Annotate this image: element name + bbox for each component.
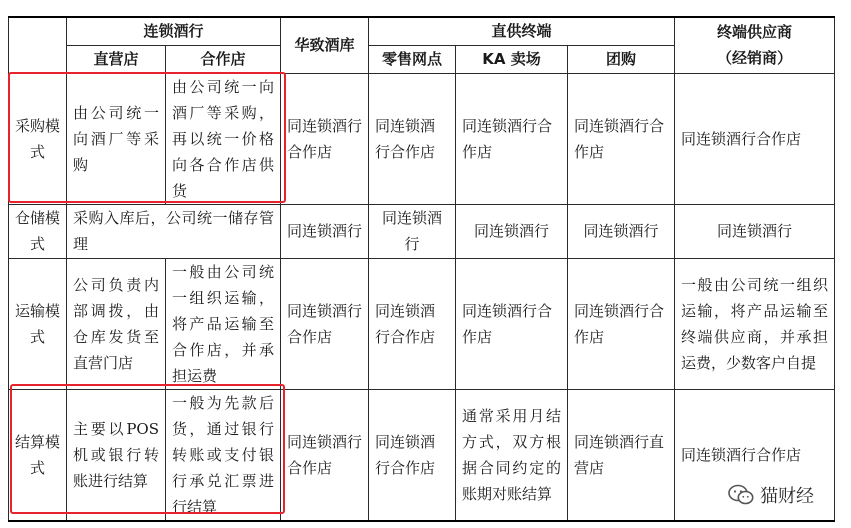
- header-group: 团购: [568, 45, 675, 73]
- cell-settlement-retail: 同连锁酒行合作店: [369, 389, 456, 521]
- row-label-settlement: 结算模式: [9, 389, 67, 521]
- row-label-storage: 仓储模式: [9, 204, 67, 258]
- cell-purchase-group: 同连锁酒行合作店: [568, 73, 675, 204]
- cell-storage-huazhi: 同连锁酒行: [281, 204, 369, 258]
- header-supplier-title: 终端供应商: [717, 23, 793, 42]
- cell-purchase-direct: 由公司统一向酒厂等采购: [67, 73, 166, 204]
- cell-transport-ka: 同连锁酒行合作店: [456, 258, 568, 389]
- cell-purchase-supplier: 同连锁酒行合作店: [675, 73, 835, 204]
- cell-settlement-huazhi: 同连锁酒行合作店: [281, 389, 369, 521]
- cell-storage-retail: 同连锁酒行: [369, 204, 456, 258]
- cell-purchase-ka: 同连锁酒行合作店: [456, 73, 568, 204]
- channel-model-table: [8, 16, 835, 522]
- row-settlement: [9, 389, 835, 521]
- cell-settlement-partner: 一般为先款后货，通过银行转账或支付银行承兑汇票进行结算: [166, 389, 281, 521]
- header-direct-terminal: 直供终端: [369, 17, 675, 45]
- watermark-text: 猫财经: [760, 486, 814, 507]
- cell-settlement-ka: 通常采用月结方式，双方根据合同约定的账期对账结算: [456, 389, 568, 521]
- cell-storage-ka: 同连锁酒行: [456, 204, 568, 258]
- row-purchase: [9, 73, 835, 204]
- header-ka: KA 卖场: [456, 45, 568, 73]
- row-storage: [9, 204, 835, 258]
- row-transport: [9, 258, 835, 389]
- header-partner-store: 合作店: [166, 45, 281, 73]
- corner-cell: [9, 17, 67, 73]
- header-row-1: [9, 17, 835, 45]
- cell-storage-group: 同连锁酒行: [568, 204, 675, 258]
- header-chain-store: 连锁酒行: [67, 17, 281, 45]
- wechat-icon: [728, 484, 754, 506]
- cell-settlement-direct: 主要以POS 机或银行转账进行结算: [67, 389, 166, 521]
- cell-transport-group: 同连锁酒行合作店: [568, 258, 675, 389]
- row-label-transport: 运输模式: [9, 258, 67, 389]
- cell-settlement-supplier: 同连锁酒行合作店: [675, 389, 835, 521]
- cell-transport-partner: 一般由公司统一组织运输，将产品运输至合作店，并承担运费: [166, 258, 281, 389]
- cell-storage-supplier: 同连锁酒行: [675, 204, 835, 258]
- header-supplier: [675, 17, 835, 73]
- cell-transport-supplier: 一般由公司统一组织运输，将产品运输至终端供应商，并承担运费，少数客户自提: [675, 258, 835, 389]
- cell-transport-huazhi: 同连锁酒行合作店: [281, 258, 369, 389]
- cell-transport-direct: 公司负责内部调拨，由仓库发货至直营门店: [67, 258, 166, 389]
- header-direct-store: 直营店: [67, 45, 166, 73]
- header-retail: 零售网点: [369, 45, 456, 73]
- header-huazhi: 华致酒库: [281, 17, 369, 73]
- cell-transport-retail: 同连锁酒行合作店: [369, 258, 456, 389]
- cell-storage-chain: 采购入库后，公司统一储存管理: [67, 204, 281, 258]
- cell-purchase-retail: 同连锁酒行合作店: [369, 73, 456, 204]
- header-supplier-subtitle: （经销商）: [717, 49, 793, 68]
- cell-purchase-partner: 由公司统一向酒厂等采购，再以统一价格向各合作店供货: [166, 73, 281, 204]
- watermark: [724, 480, 818, 510]
- row-label-purchase: 采购模式: [9, 73, 67, 204]
- cell-purchase-huazhi: 同连锁酒行合作店: [281, 73, 369, 204]
- cell-settlement-group: 同连锁酒行直营店: [568, 389, 675, 521]
